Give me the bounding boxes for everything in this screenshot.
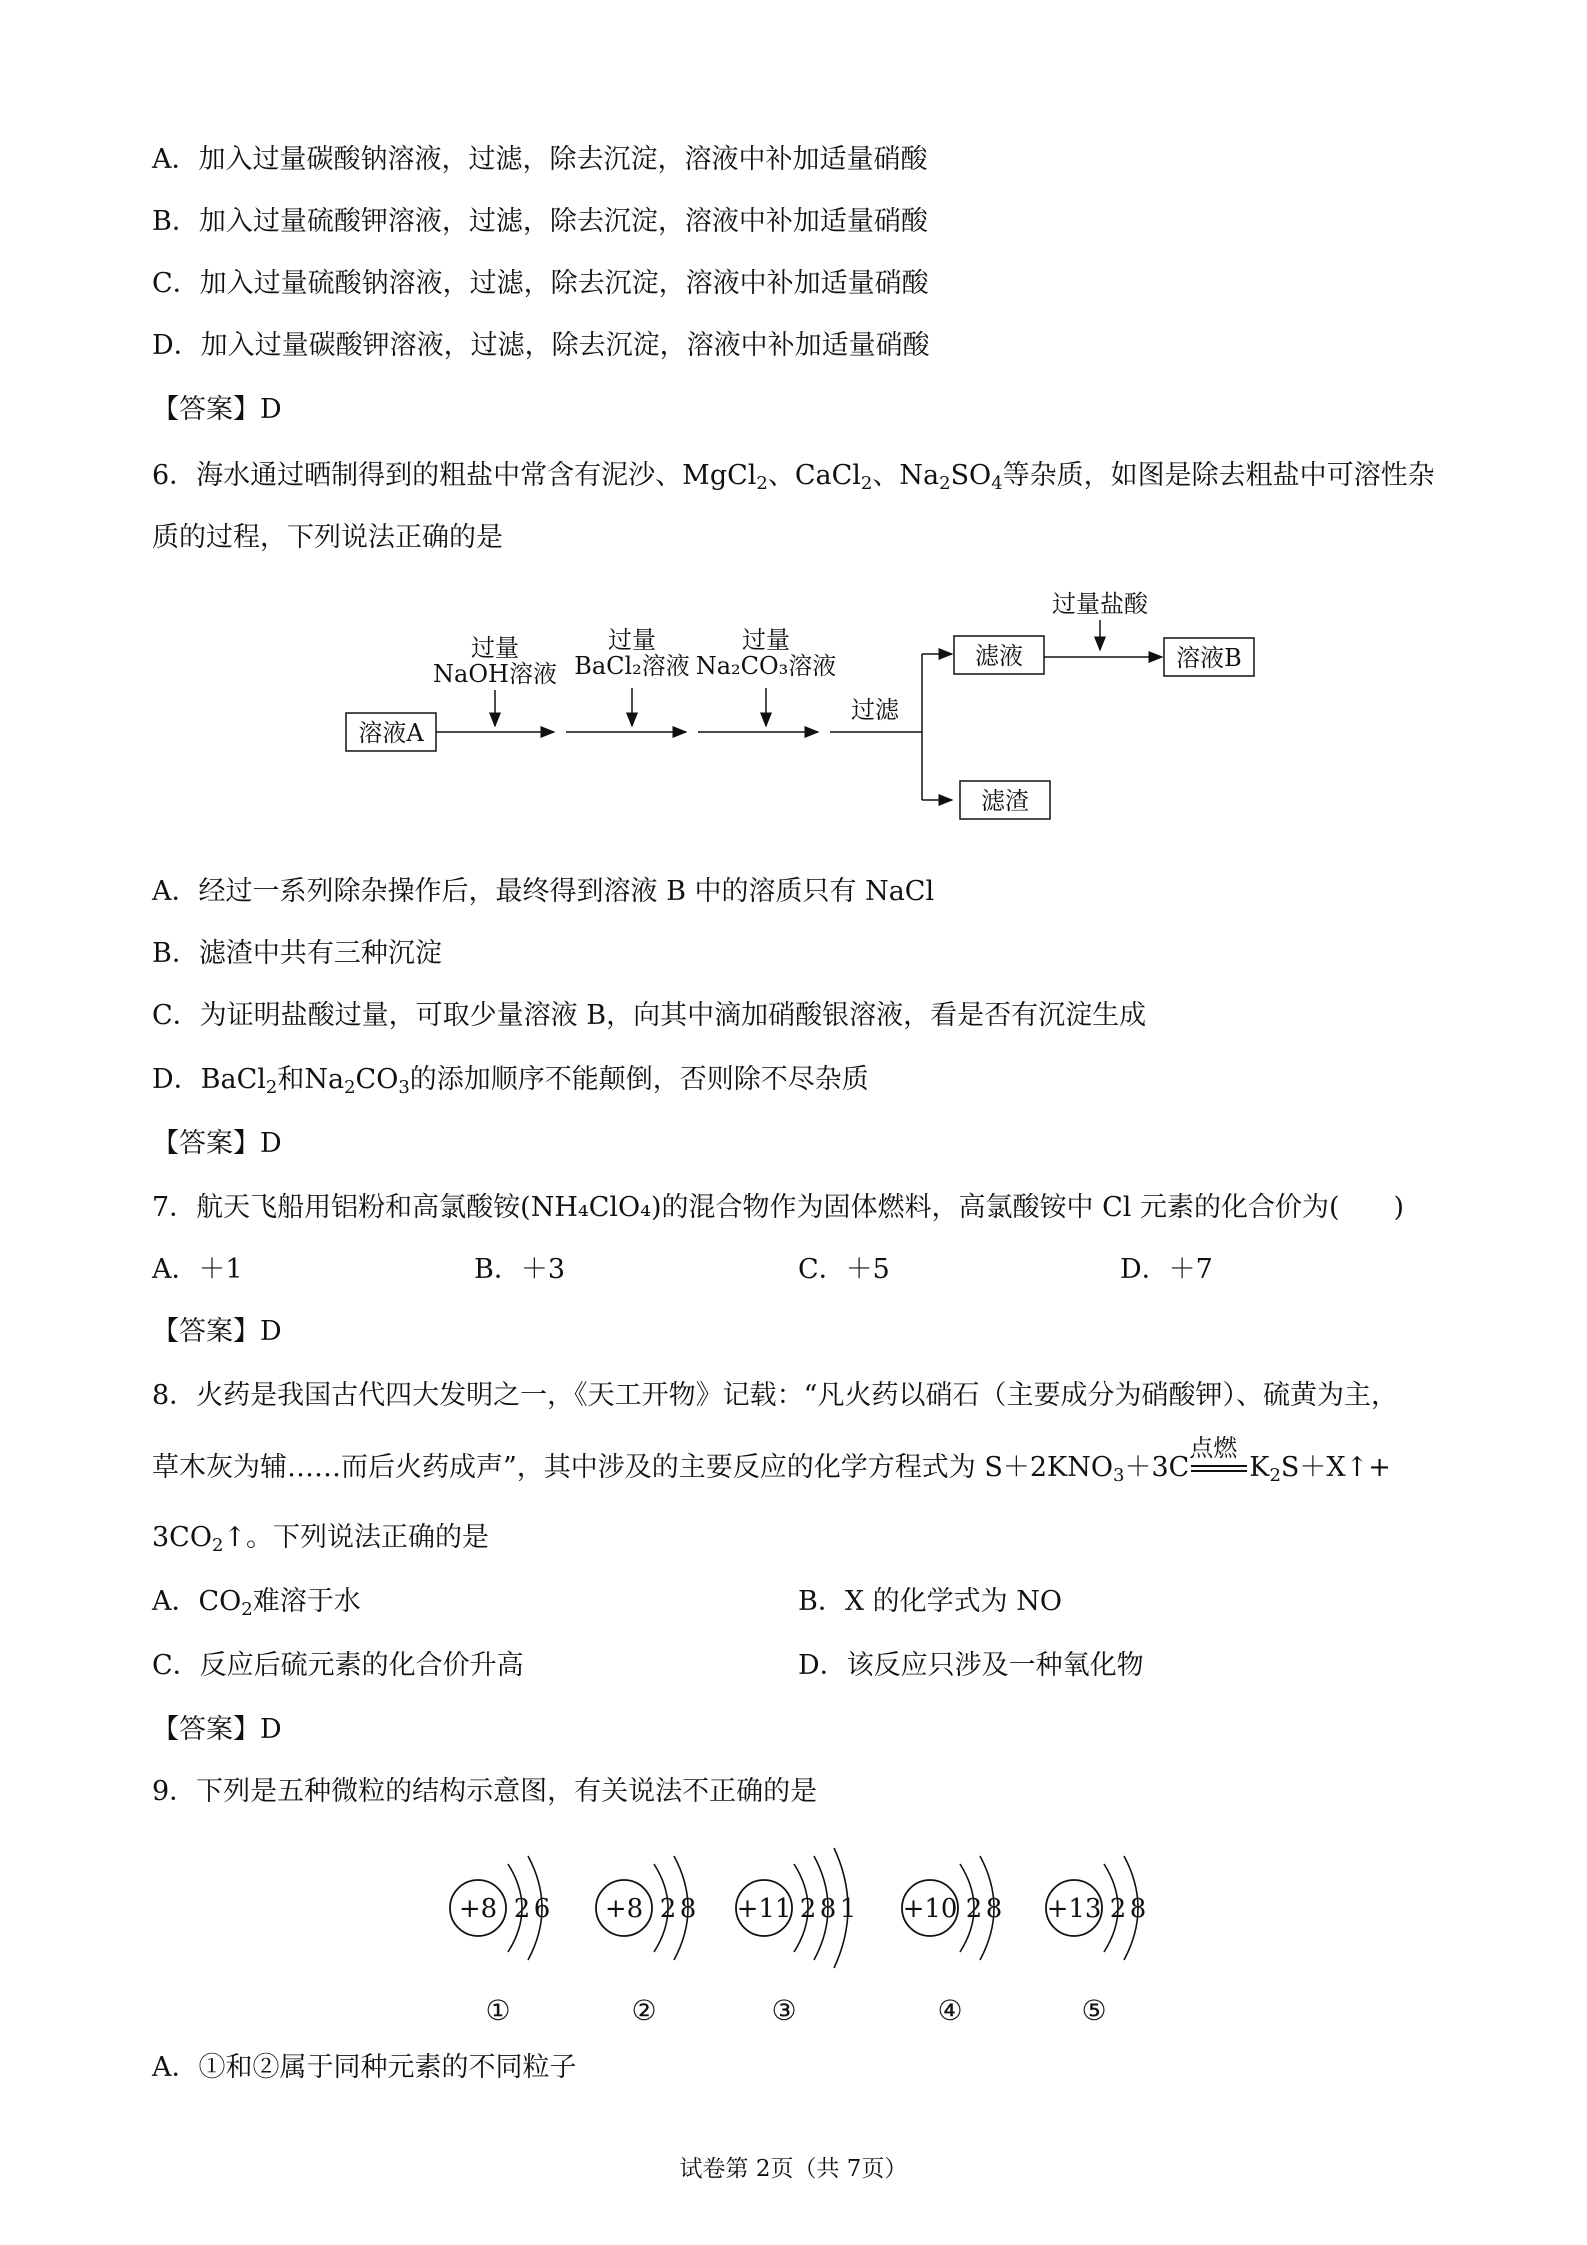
q8-option-d: D．该反应只涉及一种氧化物 [798,1650,1144,1681]
q9-structure-diagrams [420,1820,1200,2040]
electron-count: 8 [985,1894,1003,1924]
q8-stem-line2: 草木灰为辅……而后火药成声”，其中涉及的主要反应的化学方程式为 $S+2KNO_3+3C$ 点燃 $K_2S+X↑+$ [152,1434,1391,1486]
step1-top: 过量 [471,634,519,662]
nucleus-charge: +8 [604,1894,644,1924]
q8-stem-line3: $3CO_2↑$。下列说法正确的是 [152,1522,490,1556]
box-solution-a-label: 溶液A [358,719,424,747]
q6-option-d: D．BaCl$_2$和$Na_2CO_3$的添加顺序不能颠倒，否则除不尽杂质 [152,1064,869,1098]
electron-count: 2 [965,1894,983,1924]
box-solution-b-label: 溶液B [1176,644,1242,672]
q7-option-b: B．＋3 [474,1254,566,1285]
q7-answer: 【答案】D [152,1316,282,1347]
step3-bottom: Na₂CO₃溶液 [695,652,837,680]
step3-top: 过量 [742,626,790,654]
nucleus-charge: +13 [1046,1894,1102,1924]
particle-label: ③ [771,1994,797,2027]
page-footer: 试卷第 2页（共 7页） [679,2156,908,2182]
electron-count: 1 [839,1894,857,1924]
particle-diagram [902,1856,1002,2027]
q5-answer: 【答案】D [152,394,282,425]
electron-count: 8 [679,1894,697,1924]
step2-bottom: BaCl₂溶液 [574,652,690,680]
step1-bottom: NaOH溶液 [433,660,557,688]
electron-count: 8 [1129,1894,1147,1924]
nucleus-charge: +8 [458,1894,498,1924]
q6-answer: 【答案】D [152,1128,282,1159]
q6-stem-line1: 6．海水通过晒制得到的粗盐中常含有泥沙、MgCl$_2$、CaCl$_2$、$Na_2SO_4$等杂质，如图是除去粗盐中可溶性杂 [152,460,1435,494]
particle-label: ① [485,1994,511,2027]
q8-option-c: C．反应后硫元素的化合价升高 [152,1650,524,1681]
particle-diagram [596,1856,696,2027]
q7-option-a: A．＋1 [152,1254,243,1285]
particle-label: ⑤ [1081,1994,1107,2027]
q6-option-c: C．为证明盐酸过量，可取少量溶液 B，向其中滴加硝酸银溶液，看是否有沉淀生成 [152,1000,1147,1031]
acid-label: 过量盐酸 [1052,590,1148,618]
q6-option-a: A．经过一系列除杂操作后，最终得到溶液 B 中的溶质只有 NaCl [152,876,935,907]
q8-option-b: B．X 的化学式为 NO [798,1586,1062,1617]
q6-option-b: B．滤渣中共有三种沉淀 [152,938,442,969]
electron-count: 2 [799,1894,817,1924]
nucleus-charge: +10 [902,1894,958,1924]
q5-option-b: B．加入过量硫酸钾溶液，过滤，除去沉淀，溶液中补加适量硝酸 [152,206,928,237]
box-filtrate-label: 滤液 [975,642,1023,670]
particle-diagram [736,1848,856,2027]
q9-option-a: A．①和②属于同种元素的不同粒子 [152,2052,577,2083]
box-residue-label: 滤渣 [981,787,1029,815]
particle-label: ② [631,1994,657,2027]
q7-option-d: D．＋7 [1120,1254,1213,1285]
electron-count: 2 [513,1894,531,1924]
electron-count: 6 [533,1894,551,1924]
q8-stem-line1: 8．火药是我国古代四大发明之一，《天工开物》记载：“凡火药以硝石（主要成分为硝酸钾）、硫黄为主， [152,1380,1398,1411]
q8-option-a: A．$CO_2$难溶于水 [152,1586,361,1620]
particle-diagram [1046,1856,1146,2027]
q5-option-c: C．加入过量硫酸钠溶液，过滤，除去沉淀，溶液中补加适量硝酸 [152,268,929,299]
electron-count: 2 [1109,1894,1127,1924]
particle-diagram [450,1856,550,2027]
q5-option-a: A．加入过量碳酸钠溶液，过滤，除去沉淀，溶液中补加适量硝酸 [152,144,928,175]
q8-answer: 【答案】D [152,1714,282,1745]
nucleus-charge: +11 [736,1894,792,1924]
reaction-condition: 点燃 [1189,1450,1249,1486]
q6-stem-line2: 质的过程，下列说法正确的是 [152,522,503,553]
filter-label: 过滤 [851,696,899,724]
step2-top: 过量 [608,626,656,654]
electron-count: 8 [819,1894,837,1924]
q9-stem: 9．下列是五种微粒的结构示意图，有关说法不正确的是 [152,1776,818,1807]
particle-label: ④ [937,1994,963,2027]
q5-option-d: D．加入过量碳酸钾溶液，过滤，除去沉淀，溶液中补加适量硝酸 [152,330,930,361]
q7-option-c: C．＋5 [798,1254,890,1285]
q6-flow-diagram [330,578,1280,838]
q7-stem: 7．航天飞船用铝粉和高氯酸铵(NH₄ClO₄)的混合物作为固体燃料，高氯酸铵中 Cl 元素的化合价为( ) [152,1192,1405,1223]
electron-count: 2 [659,1894,677,1924]
